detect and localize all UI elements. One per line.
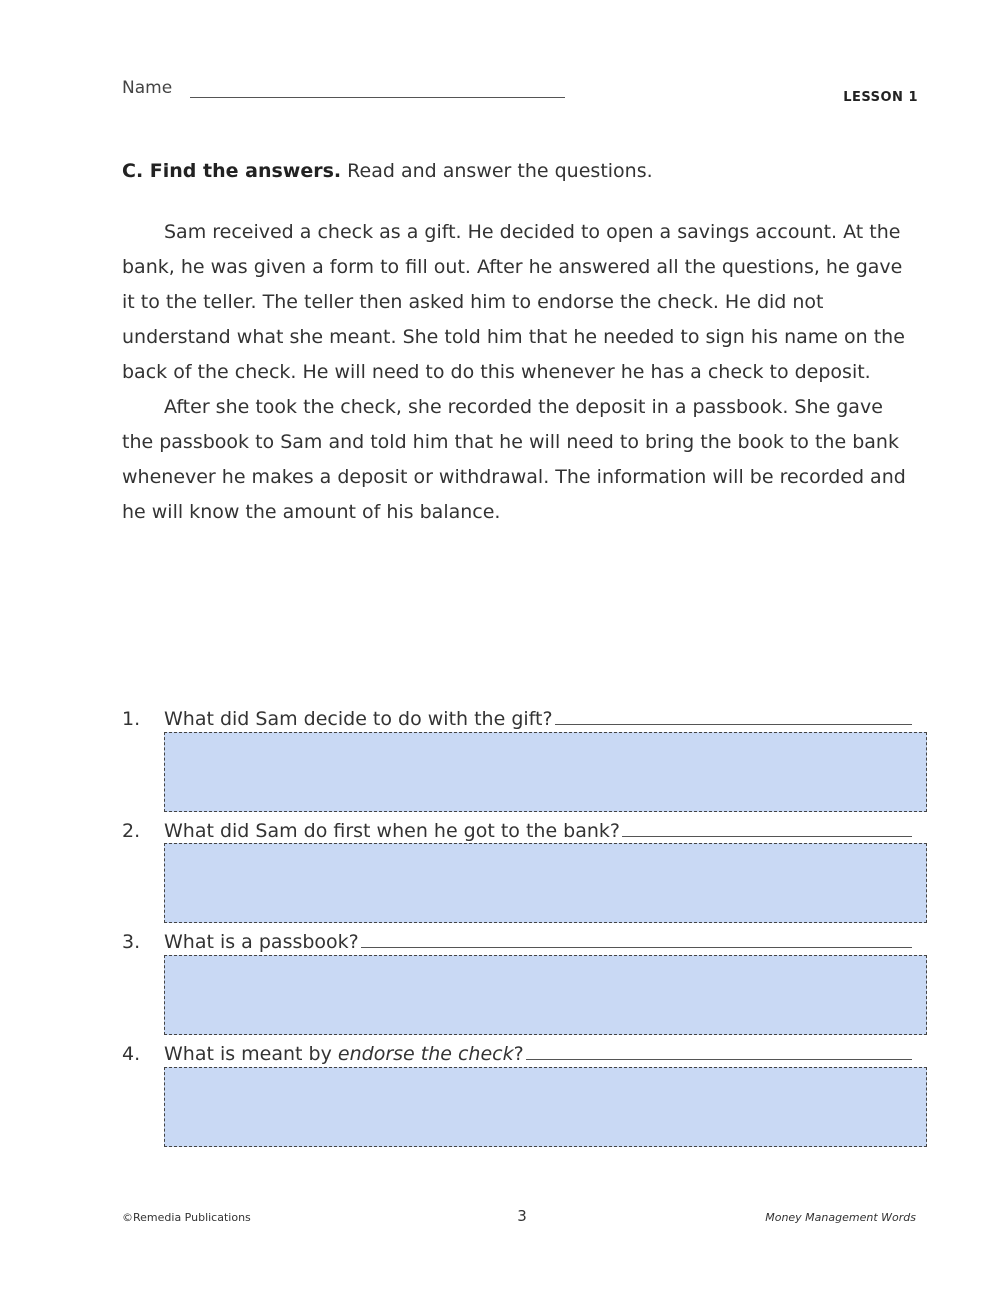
section-heading [122,160,653,182]
question-text-end: ? [513,1043,524,1065]
question-2 [122,814,912,842]
answer-field-1[interactable] [164,732,927,812]
question-text [164,1043,524,1065]
answer-line [555,724,912,725]
passage-paragraph-1: Sam received a check as a gift. He decided to open a savings account. At the bank, he was given a form to fill out. After he answered all the questions, he gave it to the teller. The teller then asked him to endorse the check. He did not understand what she meant. She told him that he needed to sign his name on the back of the check. He will need to do this whenever he has a check to deposit. [122,221,905,383]
name-line [190,97,565,98]
question-text: What did Sam decide to do with the gift? [164,708,553,730]
answer-line [622,836,912,837]
question-1 [122,702,912,730]
question-number: 3. [122,931,141,953]
question-number: 1. [122,708,141,730]
answer-field-2[interactable] [164,843,927,923]
question-text: What did Sam do first when he got to the bank? [164,820,621,842]
publisher-credit: ©Remedia Publications [122,1211,251,1224]
section-instruction: Read and answer the questions. [347,160,653,182]
reading-passage [122,215,912,530]
passage-paragraph-2: After she took the check, she recorded the deposit in a passbook. She gave the passbook to Sam and told him that he will need to bring the book to the bank whenever he makes a deposit or withdrawal. The information will be recorded and he will know the amount of his balance. [122,396,906,523]
question-number: 2. [122,820,141,842]
question-text: What is a passbook? [164,931,359,953]
answer-field-4[interactable] [164,1067,927,1147]
book-title: Money Management Words [765,1211,916,1224]
question-text-italic: endorse the check [337,1043,514,1065]
question-3 [122,925,912,953]
question-number: 4. [122,1043,141,1065]
name-label: Name [122,78,173,98]
answer-line [526,1059,912,1060]
answer-line [361,947,912,948]
page-number: 3 [517,1207,527,1225]
section-title: C. Find the answers. [122,160,342,182]
question-text-start: What is meant by [164,1043,338,1065]
lesson-label: LESSON 1 [843,90,918,105]
question-4 [122,1037,912,1065]
answer-field-3[interactable] [164,955,927,1035]
